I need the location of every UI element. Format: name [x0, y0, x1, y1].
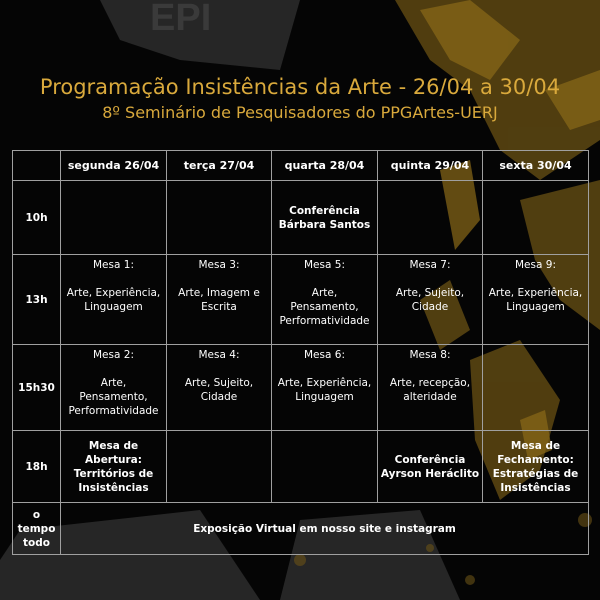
- cell-line: Fechamento:: [497, 453, 574, 466]
- cell-line: Bárbara Santos: [278, 218, 371, 231]
- day-header: quinta 29/04: [378, 151, 483, 181]
- cell-line: Linguagem: [506, 301, 565, 313]
- schedule-row-10h: [13, 181, 589, 255]
- mesa-label: Mesa 4:: [198, 349, 240, 361]
- cell-line: Territórios de: [73, 467, 154, 480]
- schedule-cell-empty: [272, 431, 378, 503]
- schedule-cell-empty: [378, 181, 483, 255]
- cell-line: todo: [23, 536, 50, 549]
- schedule-cell: [272, 345, 378, 431]
- schedule-row-all-time: [13, 503, 589, 555]
- schedule-cell: [61, 431, 167, 503]
- cell-line: Arte,: [311, 287, 338, 299]
- time-cell: [13, 503, 61, 555]
- cell-line: Estratégias de: [492, 467, 579, 480]
- mesa-label: Mesa 9:: [515, 259, 556, 271]
- cell-line: Arte, Experiência,: [66, 287, 161, 299]
- schedule-cell: [167, 345, 272, 431]
- mesa-label: Mesa 3:: [198, 259, 240, 271]
- day-header: sexta 30/04: [483, 151, 589, 181]
- mesa-label: Mesa 8:: [409, 349, 451, 361]
- header-corner: [13, 151, 61, 181]
- cell-line: Linguagem: [295, 391, 354, 403]
- mesa-label: Mesa 1:: [93, 259, 134, 271]
- schedule-cell: [272, 181, 378, 255]
- cell-line: Pensamento,: [79, 391, 148, 403]
- cell-line: Mesa de: [510, 439, 561, 452]
- schedule-cell: [272, 255, 378, 345]
- cell-line: Insistências: [500, 481, 571, 494]
- cell-line: Arte, Experiência,: [277, 377, 372, 389]
- cell-line: Arte, Sujeito,: [395, 287, 465, 299]
- mesa-label: Mesa 2:: [93, 349, 134, 361]
- day-header: segunda 26/04: [61, 151, 167, 181]
- schedule-cell: [61, 345, 167, 431]
- svg-text:EPI: EPI: [150, 0, 212, 39]
- cell-line: o: [32, 508, 41, 521]
- schedule-table: [12, 150, 589, 555]
- day-header: quarta 28/04: [272, 151, 378, 181]
- schedule-cell: [378, 431, 483, 503]
- page-subtitle: 8º Seminário de Pesquisadores do PPGArtes-UERJ: [102, 103, 498, 122]
- cell-line: Escrita: [201, 301, 237, 313]
- mesa-label: Mesa 5:: [304, 259, 345, 271]
- schedule-row-15h30: [13, 345, 589, 431]
- schedule-cell-empty: [61, 181, 167, 255]
- cell-line: Mesa de: [88, 439, 139, 452]
- cell-line: Conferência: [394, 453, 466, 466]
- schedule-cell-empty: [167, 431, 272, 503]
- cell-line: Arte, Sujeito,: [184, 377, 254, 389]
- cell-line: Cidade: [411, 301, 449, 313]
- cell-line: Arte, Experiência,: [488, 287, 583, 299]
- time-cell: 18h: [13, 431, 61, 503]
- mesa-label: Mesa 7:: [409, 259, 451, 271]
- cell-line: Arte, recepção,: [389, 377, 471, 389]
- cell-line: Arte, Imagem e: [178, 287, 260, 299]
- cell-line: Insistências: [78, 481, 149, 494]
- cell-line: Ayrson Heráclito: [380, 467, 480, 480]
- schedule-cell-empty: [167, 181, 272, 255]
- cell-line: Cidade: [200, 391, 238, 403]
- cell-line: alteridade: [403, 391, 457, 403]
- schedule-cell: [378, 345, 483, 431]
- schedule-cell: [167, 255, 272, 345]
- time-cell: 13h: [13, 255, 61, 345]
- cell-line: Arte,: [100, 377, 127, 389]
- schedule-cell: [483, 255, 589, 345]
- header-row: [13, 151, 589, 181]
- schedule-cell: [483, 431, 589, 503]
- schedule-row-18h: [13, 431, 589, 503]
- time-cell: 15h30: [13, 345, 61, 431]
- cell-line: Conferência: [289, 204, 360, 217]
- time-cell: 10h: [13, 181, 61, 255]
- mesa-label: Mesa 6:: [304, 349, 345, 361]
- schedule-cell: [378, 255, 483, 345]
- cell-line: Linguagem: [84, 301, 143, 313]
- exhibition-cell: Exposição Virtual em nosso site e instagram: [61, 503, 589, 555]
- cell-line: Performatividade: [279, 315, 370, 327]
- schedule-cell-empty: [483, 181, 589, 255]
- page-title: Programação Insistências da Arte - 26/04 a 30/04: [39, 75, 561, 99]
- schedule-cell-empty: [483, 345, 589, 431]
- schedule-cell: [61, 255, 167, 345]
- cell-line: Performatividade: [68, 405, 159, 417]
- cell-line: tempo: [17, 522, 56, 535]
- cell-line: Abertura:: [85, 453, 142, 466]
- day-header: terça 27/04: [167, 151, 272, 181]
- schedule-row-13h: [13, 255, 589, 345]
- cell-line: Pensamento,: [290, 301, 359, 313]
